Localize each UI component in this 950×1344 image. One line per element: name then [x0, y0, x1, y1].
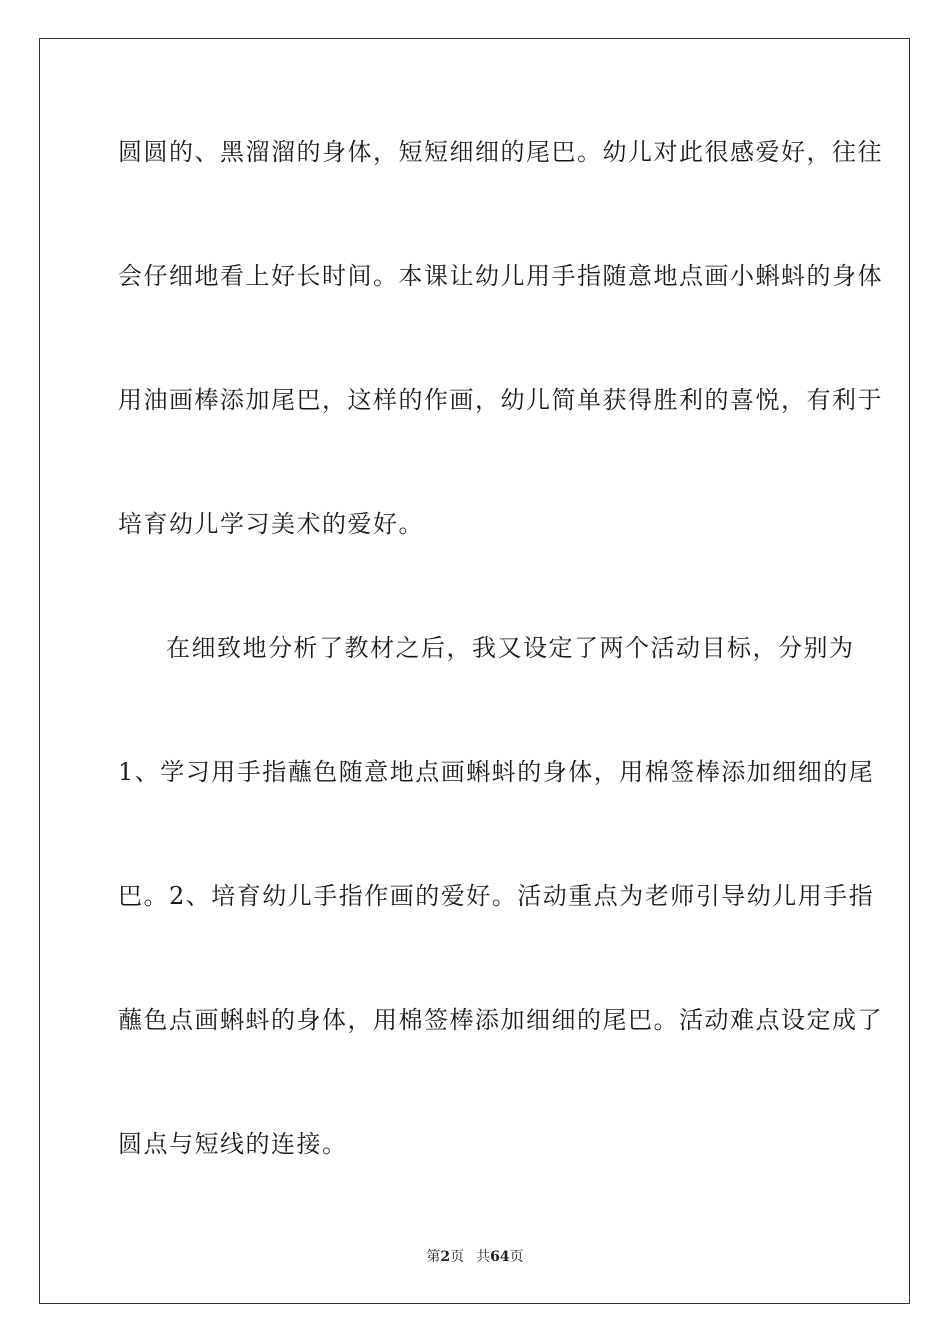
body-text-line-6: 1、学习用手指蘸色随意地点画蝌蚪的身体，用棉签棒添加细细的尾	[118, 758, 875, 786]
body-text-line-3: 用油画棒添加尾巴，这样的作画，幼儿简单获得胜利的喜悦，有利于	[118, 386, 883, 414]
page-prefix: 第	[426, 1249, 441, 1265]
page-footer	[0, 1248, 950, 1266]
page-suffix: 页	[450, 1249, 465, 1265]
total-suffix: 页	[509, 1249, 524, 1265]
body-text-line-1: 圆圆的、黑溜溜的身体，短短细细的尾巴。幼儿对此很感爱好，往往	[118, 138, 883, 166]
body-text-line-5: 在细致地分析了教材之后，我又设定了两个活动目标，分别为	[166, 634, 855, 662]
body-text-line-7: 巴。2、培育幼儿手指作画的爱好。活动重点为老师引导幼儿用手指	[118, 882, 875, 910]
body-text-line-2: 会仔细地看上好长时间。本课让幼儿用手指随意地点画小蝌蚪的身体	[118, 262, 883, 290]
total-prefix: 共	[476, 1249, 491, 1265]
total-pages: 64	[490, 1249, 510, 1265]
page-number: 2	[440, 1249, 451, 1265]
page-border	[39, 38, 910, 1304]
body-text-line-9: 圆点与短线的连接。	[118, 1130, 348, 1158]
body-text-line-8: 蘸色点画蝌蚪的身体，用棉签棒添加细细的尾巴。活动难点设定成了	[118, 1006, 883, 1034]
body-text-line-4: 培育幼儿学习美术的爱好。	[118, 510, 424, 538]
